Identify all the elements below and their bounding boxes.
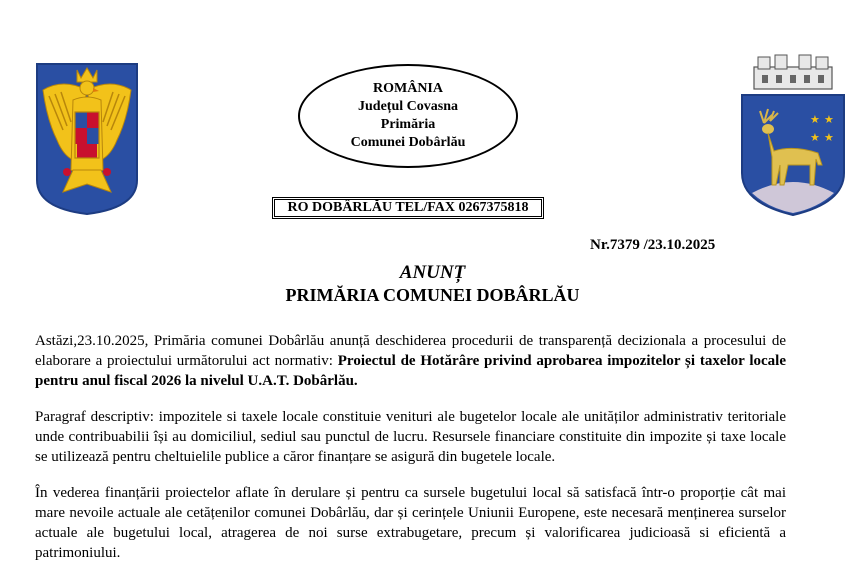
paragraph-intro-project: Proiectul de Hotărâre privind aprobarea impozitelor și taxelor locale pentru anul fiscal 2026 la nivelul U.A.T. Dobârlău. (35, 353, 786, 389)
paragraph-descriptive: Paragraf descriptiv: impozitele si taxele locale constituie venituri ale bugetelor locale ale unităților administrativ teritoriale unde contribuabilii își au domiciliul, sediul sau punctul de lucru. Resursele financiare constituite din impozite și taxe locale se utilizează pentru cheltuielile publice a căror finanțare se asigură din bugetele locale. (35, 409, 786, 465)
header-county: Județul Covasna (358, 99, 458, 114)
paragraph-financing: În vederea finanțării proiectelor aflate în derulare și pentru ca sursele bugetului local să satisfacă într-o proporție cât mai mare nevoile actuale ale cetățenilor comunei Dobârlău, dar și cerințele Uniunii Europene, este necesară menținerea surselor actuale ale bugetului local, atragerea de noi surse extrabugetare, precum și valorificarea judicioasă si eficientă a patrimoniului. (35, 485, 786, 561)
svg-text:★: ★ (824, 113, 834, 126)
contact-text: RO DOBÂRLĂU TEL/FAX 0267375818 (274, 199, 542, 217)
paragraph-intro-text: Astăzi,23.10.2025, Primăria comunei Dobârlău anunță deschiderea procedurii de transparență decizionala a procesului de elaborare a proiectului următorului act normativ: (35, 333, 786, 369)
header-office: Primăria (380, 117, 436, 132)
header-commune: Comunei Dobârlău (350, 135, 466, 150)
document-number: Nr.7379 /23.10.2025 (590, 237, 716, 253)
announcement-subtitle: PRIMĂRIA COMUNEI DOBÂRLĂU (285, 285, 580, 305)
svg-text:★: ★ (824, 131, 834, 144)
announcement-title: ANUNȚ (399, 262, 466, 283)
dobarlau-coat-of-arms-icon (738, 53, 848, 218)
contact-box (272, 197, 544, 219)
header-country: ROMÂNIA (373, 81, 443, 96)
paragraph-intro (35, 331, 786, 391)
institution-header (298, 64, 518, 168)
svg-text:★: ★ (810, 113, 820, 126)
svg-text:★: ★ (810, 131, 820, 144)
romania-coat-of-arms-icon (33, 60, 141, 215)
